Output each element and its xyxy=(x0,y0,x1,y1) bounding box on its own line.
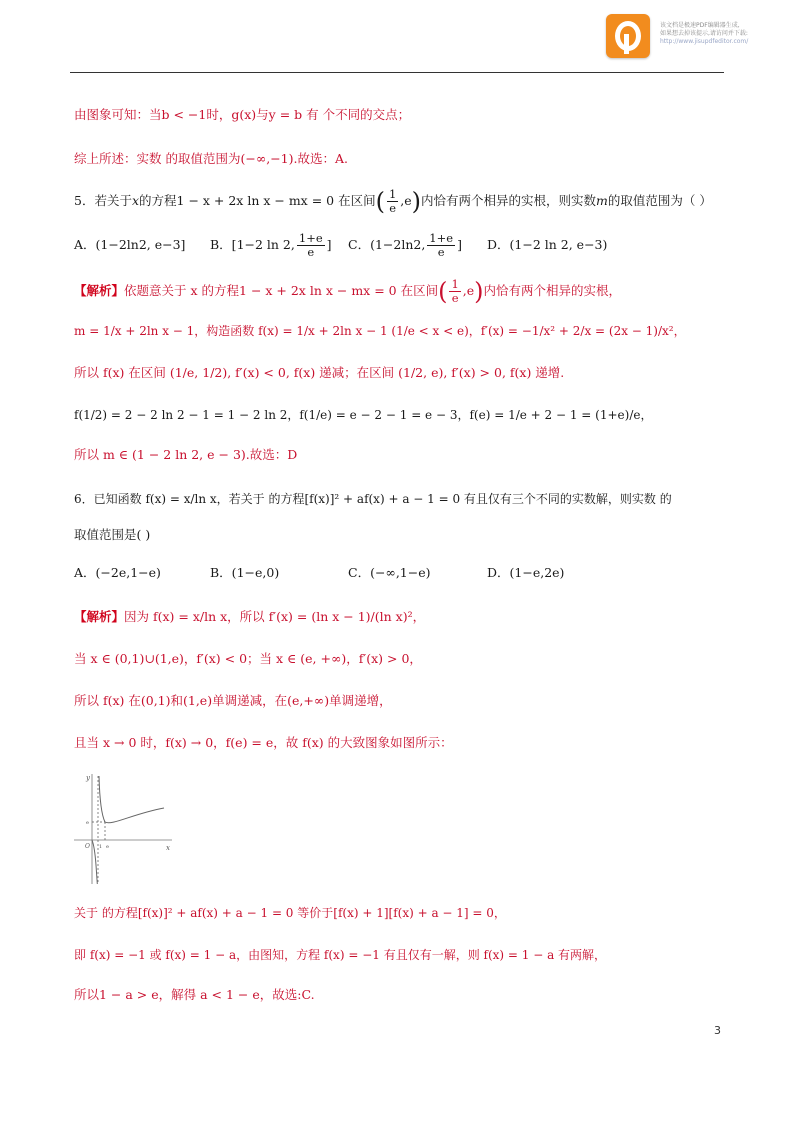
curve-right-branch xyxy=(99,776,164,823)
option-a[interactable]: A．(−2e,1−e) xyxy=(74,565,161,580)
value-label-e: e xyxy=(86,820,89,826)
solution-6-line-6: 即 f(x) = −1 或 f(x) = 1 − a，由图知，方程 f(x) = −1 有且仅有一解，则 f(x) = 1 − a 有两解， xyxy=(74,948,607,962)
solution-5-line-4: f(1/2) = 2 − 2 ln 2 − 1 = 1 − 2 ln 2，f(1/e) = e − 2 − 1 = e − 3，f(e) = 1/e + 2 − 1 = (1+e)/e， xyxy=(74,408,653,422)
page-number: 3 xyxy=(714,1024,721,1037)
solution-tag: 【解析】 xyxy=(74,283,125,299)
header-url[interactable]: http://www.jisupdfeditor.com/ xyxy=(660,38,749,45)
solution-6-line-2: 当 x ∈ (0,1)∪(1,e)，f′(x) < 0；当 x ∈ (e, +∞)，f′(x) > 0， xyxy=(74,651,422,666)
question-5: 5．若关于x的方程1 − x + 2x ln x − mx = 0 在区间( $\frac{1}{e}$ ,e)内恰有两个相异的实根，则实数m的取值范围为（ ） xyxy=(74,187,712,216)
function-graph xyxy=(72,770,176,888)
solution-5-line-2: m = 1/x + 2ln x − 1，构造函数 f(x) = 1/x + 2ln x − 1 (1/e < x < e)，f′(x) = −1/x² + 2/x = (2x − 1)/x²， xyxy=(74,324,686,338)
curve-left-branch xyxy=(92,840,97,884)
x-axis-label: x xyxy=(166,844,170,852)
option-c[interactable]: C．(1−2ln2, $\frac{1+e}{e}$ ] xyxy=(348,231,462,260)
solution-6-line-7: 所以1 − a > e，解得 a < 1 − e，故选:C. xyxy=(74,987,315,1002)
question-6-line-2: 取值范围是( ) xyxy=(74,527,151,542)
option-b[interactable]: B．(1−e,0) xyxy=(210,565,280,580)
header-rule xyxy=(70,72,724,73)
solution-tag: 【解析】 xyxy=(74,609,125,624)
option-c[interactable]: C．(−∞,1−e) xyxy=(348,565,431,580)
option-a[interactable]: A．(1−2ln2, e−3] xyxy=(74,237,186,252)
solution-line: 综上所述：实数 的取值范围为(−∞,−1).故选：A. xyxy=(74,151,348,166)
header-note: 该文档是极速PDF编辑器生成, 如果想去掉该提示,请访问并下载: http://www.jisupdfeditor.com/ xyxy=(660,22,780,46)
option-d[interactable]: D．(1−2 ln 2, e−3) xyxy=(487,237,608,252)
option-d[interactable]: D．(1−e,2e) xyxy=(487,565,565,580)
question-6-line-1: 6．已知函数 f(x) = x/ln x，若关于 的方程[f(x)]² + af(x) + a − 1 = 0 有且仅有三个不同的实数解，则实数 的 xyxy=(74,492,672,506)
y-axis-label: y xyxy=(86,774,90,782)
solution-5-line-1: 【解析】依题意关于 x 的方程1 − x + 2x ln x − mx = 0 在区间( $\frac{1}{e}$ ,e)内恰有两个相异的实根， xyxy=(74,277,622,306)
option-b[interactable]: B．[1−2 ln 2, $\frac{1+e}{e}$ ] xyxy=(210,231,332,260)
origin-label: O xyxy=(85,843,90,850)
solution-5-line-3: 所以 f(x) 在区间 (1/e, 1/2), f′(x) < 0, f(x) 递减；在区间 (1/2, e), f′(x) > 0, f(x) 递增. xyxy=(74,365,565,380)
solution-6-line-4: 且当 x → 0 时，f(x) → 0，f(e) = e，故 f(x) 的大致图象如图所示： xyxy=(74,735,453,750)
solution-line: 由图象可知：当b < −1时，g(x)与y = b 有 个不同的交点； xyxy=(74,107,411,122)
solution-5-line-5: 所以 m ∈ (1 − 2 ln 2, e − 3).故选：D xyxy=(74,447,298,462)
solution-6-line-5: 关于 的方程[f(x)]² + af(x) + a − 1 = 0 等价于[f(x) + 1][f(x) + a − 1] = 0， xyxy=(74,906,506,920)
tick-label-e: e xyxy=(106,844,109,850)
pdf-editor-logo-icon[interactable] xyxy=(606,14,650,58)
tick-label-1: 1 xyxy=(99,844,103,850)
solution-6-line-3: 所以 f(x) 在(0,1)和(1,e)单调递减，在(e,+∞)单调递增， xyxy=(74,693,392,708)
solution-6-line-1: 【解析】因为 f(x) = x/ln x，所以 f′(x) = (ln x − 1)/(ln x)²， xyxy=(74,609,426,624)
